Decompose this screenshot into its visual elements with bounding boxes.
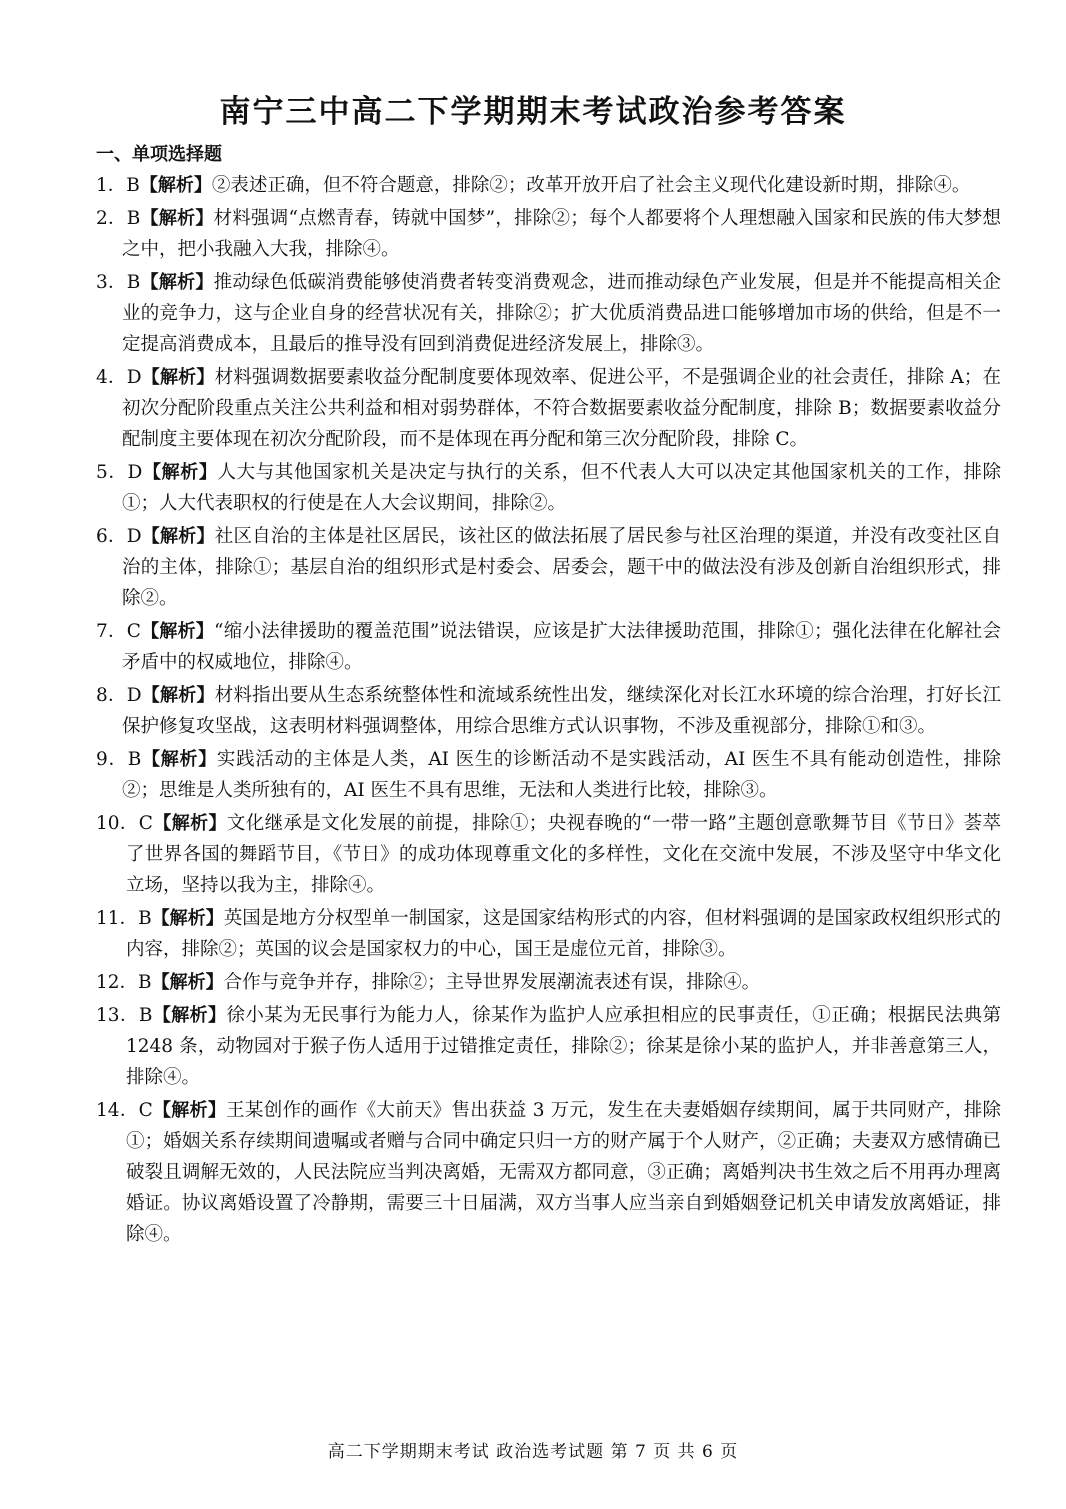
- item-analysis-text: 王某创作的画作《大前天》售出获益 3 万元，发生在夫妻婚姻存续期间，属于共同财产，排除①；婚姻关系存续期间遗嘱或者赠与合同中确定只归一方的财产属于个人财产，②正确；夫妻双方感情确已破裂且调解无效的，人民法院应当判决离婚，无需双方都同意，③正确；离婚判决书生效之后不用再办理离婚证。协议离婚设置了冷静期，需要三十日届满，双方当事人应当亲自到婚姻登记机关申请发放离婚证，排除④。: [126, 1100, 1001, 1245]
- answer-item-3: [96, 267, 1001, 360]
- item-number: 9．: [96, 749, 128, 770]
- item-analysis-text: “缩小法律援助的覆盖范围”说法错误，应该是扩大法律援助范围，排除①；强化法律在化解社会矛盾中的权威地位，排除④。: [122, 621, 1001, 673]
- item-analysis-text: 材料强调数据要素收益分配制度要体现效率、促进公平，不是强调企业的社会责任，排除 A；在初次分配阶段重点关注公共利益和相对弱势群体，不符合数据要素收益分配制度，排除 B；数据要素收益分配制度主要体现在初次分配阶段，而不是体现在再分配和第三次分配阶段，排除 C。: [122, 367, 1002, 450]
- item-analysis-tag: 【解析】: [141, 526, 215, 547]
- item-number: 13．: [96, 1005, 139, 1026]
- item-answer: C: [138, 1100, 153, 1121]
- item-number: 12．: [96, 972, 139, 993]
- item-answer: B: [126, 208, 141, 229]
- item-number: 6．: [96, 526, 127, 547]
- section-heading: 一、单项选择题: [96, 144, 222, 165]
- item-answer: D: [126, 367, 142, 388]
- item-number: 2．: [96, 208, 127, 229]
- answer-list: [96, 170, 1001, 1252]
- item-analysis-tag: 【解析】: [142, 462, 218, 483]
- item-number: 10．: [96, 813, 139, 834]
- item-number: 3．: [96, 272, 127, 293]
- item-analysis-tag: 【解析】: [151, 908, 224, 929]
- item-number: 14．: [96, 1100, 139, 1121]
- item-answer: D: [126, 526, 142, 547]
- item-analysis-tag: 【解析】: [152, 813, 227, 834]
- answer-item-2: [96, 203, 1001, 265]
- answer-item-12: [96, 967, 1001, 998]
- item-answer: B: [127, 749, 142, 770]
- answer-item-1: [96, 170, 1001, 201]
- item-answer: D: [127, 462, 143, 483]
- item-analysis-text: 文化继承是文化发展的前提，排除①；央视春晚的“一带一路”主题创意歌舞节目《节日》荟萃了世界各国的舞蹈节目，《节日》的成功体现尊重文化的多样性，文化在交流中发展，不涉及坚守中华文化立场，坚持以我为主，排除④。: [126, 813, 1002, 896]
- page-footer: 高二下学期期末考试 政治选考试题 第 7 页 共 6 页: [327, 1442, 739, 1462]
- item-analysis-text: 合作与竞争并存，排除②；主导世界发展潮流表述有误，排除④。: [223, 972, 761, 993]
- answer-item-7: [96, 616, 1001, 678]
- answer-item-5: [96, 457, 1001, 519]
- item-analysis-tag: 【解析】: [151, 972, 224, 993]
- item-number: 7．: [96, 621, 127, 642]
- item-analysis-tag: 【解析】: [152, 1005, 227, 1026]
- answer-item-6: [96, 521, 1001, 614]
- item-analysis-tag: 【解析】: [140, 621, 215, 642]
- item-answer: B: [138, 908, 152, 929]
- item-analysis-text: 材料强调“点燃青春，铸就中国梦”，排除②；每个人都要将个人理想融入国家和民族的伟大梦想之中，把小我融入大我，排除④。: [122, 208, 1001, 260]
- item-answer: B: [126, 272, 141, 293]
- item-number: 11．: [96, 908, 139, 929]
- item-answer: B: [138, 972, 152, 993]
- item-number: 8．: [96, 685, 127, 706]
- item-analysis-text: 社区自治的主体是社区居民，该社区的做法拓展了居民参与社区治理的渠道，并没有改变社区自治的主体，排除①；基层自治的组织形式是村委会、居委会，题干中的做法没有涉及创新自治组织形式，排除②。: [122, 526, 1001, 609]
- item-number: 1．: [96, 175, 127, 196]
- page-title: 南宁三中高二下学期期末考试政治参考答案: [219, 94, 847, 130]
- item-answer: C: [138, 813, 153, 834]
- item-analysis-tag: 【解析】: [140, 272, 214, 293]
- answer-item-8: [96, 680, 1001, 742]
- item-analysis-tag: 【解析】: [141, 685, 215, 706]
- answer-item-14: [96, 1095, 1001, 1250]
- item-number: 4．: [96, 367, 127, 388]
- item-analysis-tag: 【解析】: [140, 208, 214, 229]
- item-analysis-text: ②表述正确，但不符合题意，排除②；改革开放开启了社会主义现代化建设新时期，排除④。: [211, 175, 971, 196]
- item-analysis-tag: 【解析】: [141, 367, 215, 388]
- item-analysis-text: 推动绿色低碳消费能够使消费者转变消费观念，进而推动绿色产业发展，但是并不能提高相关企业的竞争力，这与企业自身的经营状况有关，排除②；扩大优质消费品进口能够增加市场的供给，但是不一定提高消费成本，且最后的推导没有回到消费促进经济发展上，排除③。: [122, 272, 1001, 355]
- item-analysis-tag: 【解析】: [152, 1100, 227, 1121]
- item-analysis-text: 材料指出要从生态系统整体性和流域系统性出发，继续深化对长江水环境的综合治理，打好长江保护修复攻坚战，这表明材料强调整体，用综合思维方式认识事物，不涉及重视部分，排除①和③。: [122, 685, 1001, 737]
- item-analysis-text: 实践活动的主体是人类，AI 医生的诊断活动不是实践活动，AI 医生不具有能动创造性，排除②；思维是人类所独有的，AI 医生不具有思维，无法和人类进行比较，排除③。: [122, 749, 1002, 801]
- item-answer: C: [126, 621, 141, 642]
- answer-item-4: [96, 362, 1001, 455]
- item-analysis-tag: 【解析】: [139, 175, 212, 196]
- item-number: 5．: [96, 462, 128, 483]
- item-analysis-text: 英国是地方分权型单一制国家，这是国家结构形式的内容，但材料强调的是国家政权组织形式的内容，排除②；英国的议会是国家权力的中心，国王是虚位元首，排除③。: [126, 908, 1002, 960]
- item-analysis-tag: 【解析】: [141, 749, 217, 770]
- item-answer: B: [138, 1005, 153, 1026]
- item-answer: D: [126, 685, 142, 706]
- answer-item-10: [96, 808, 1001, 901]
- answer-item-13: [96, 1000, 1001, 1093]
- item-analysis-text: 徐小某为无民事行为能力人，徐某作为监护人应承担相应的民事责任，①正确；根据民法典第 1248 条，动物园对于猴子伤人适用于过错推定责任，排除②；徐某是徐小某的监护人，并非善意第三人，排除④。: [126, 1005, 1001, 1088]
- item-analysis-text: 人大与其他国家机关是决定与执行的关系，但不代表人大可以决定其他国家机关的工作，排除①；人大代表职权的行使是在人大会议期间，排除②。: [122, 462, 1001, 514]
- answer-item-9: [96, 744, 1001, 806]
- answer-item-11: [96, 903, 1001, 965]
- item-answer: B: [126, 175, 140, 196]
